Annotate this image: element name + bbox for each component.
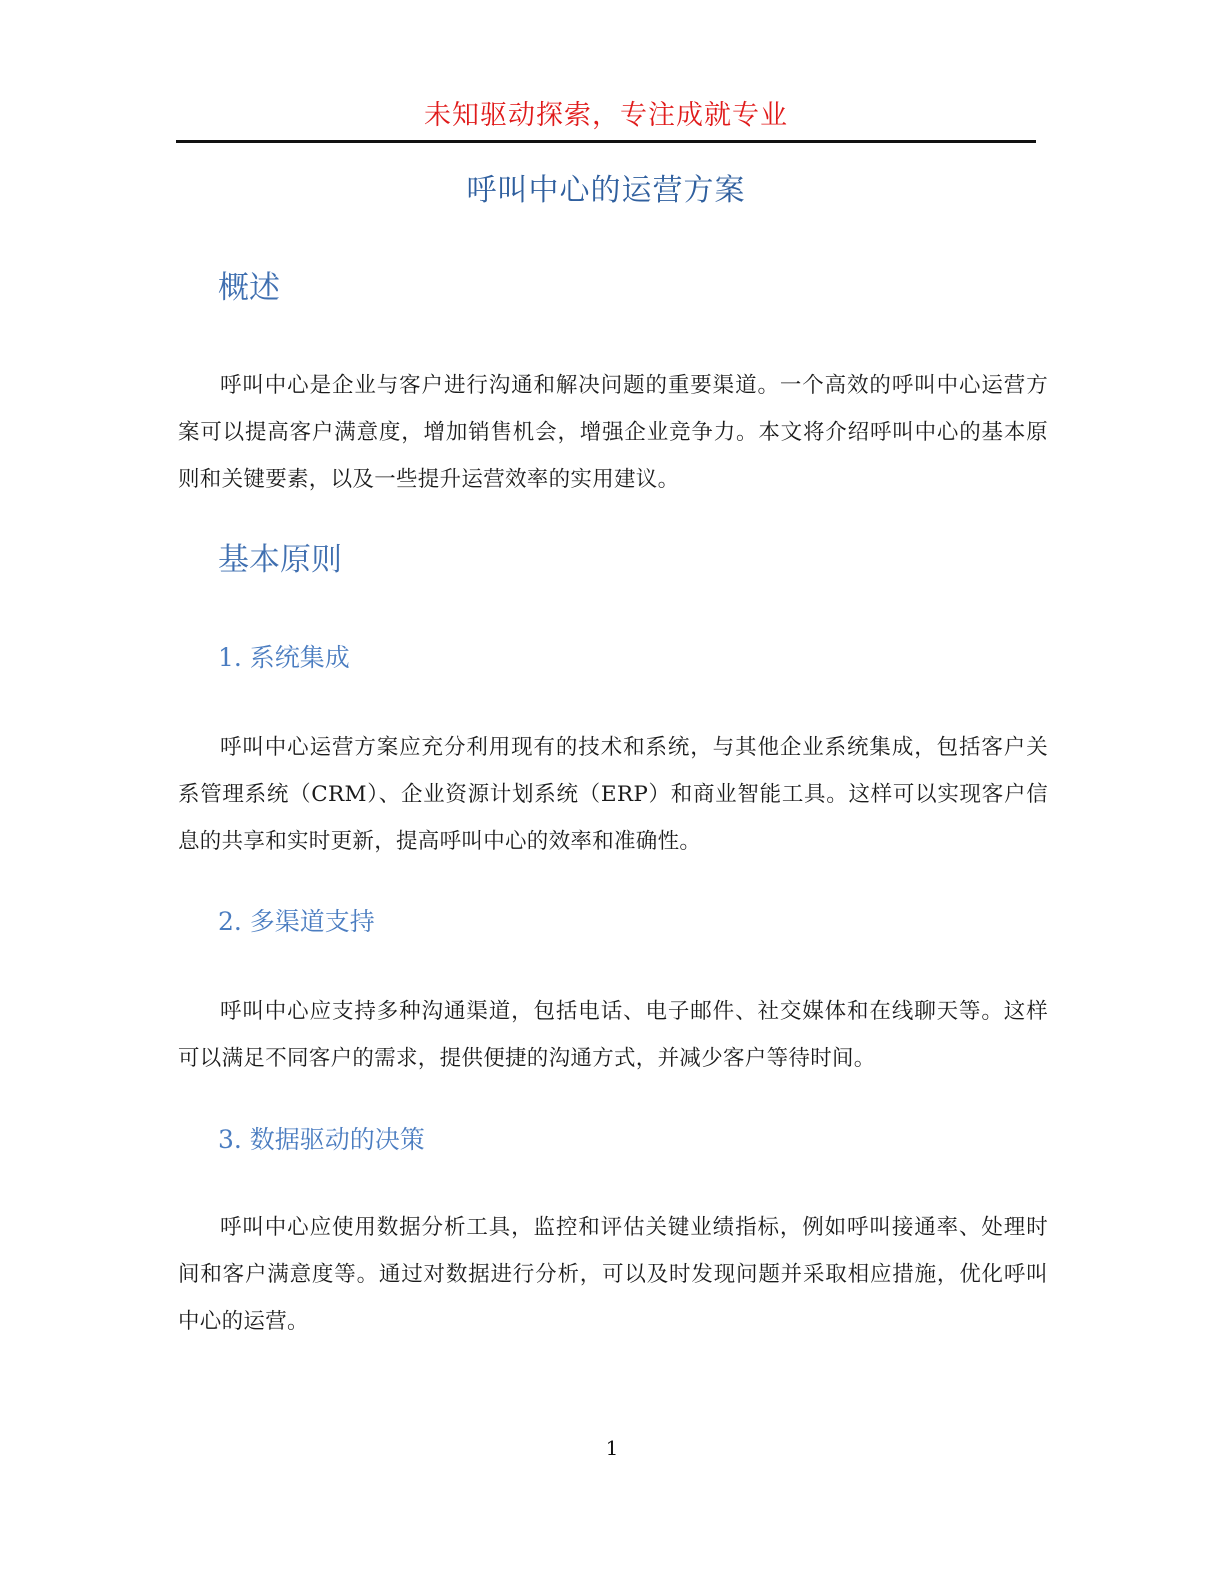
subheading-system-integration: 1. 系统集成 bbox=[218, 643, 350, 672]
overview-paragraph: 呼叫中心是企业与客户进行沟通和解决问题的重要渠道。一个高效的呼叫中心运营方案可以提高客户满意度，增加销售机会，增强企业竞争力。本文将介绍呼叫中心的基本原则和关键要素，以及一些提升运营效率的实用建议。 bbox=[178, 373, 1048, 492]
system-integration-paragraph: 呼叫中心运营方案应充分利用现有的技术和系统，与其他企业系统集成，包括客户关系管理系统（CRM）、企业资源计划系统（ERP）和商业智能工具。这样可以实现客户信息的共享和实时更新，提高呼叫中心的效率和准确性。 bbox=[178, 735, 1048, 854]
subheading-multichannel: 2. 多渠道支持 bbox=[218, 907, 375, 936]
subheading-data-driven: 3. 数据驱动的决策 bbox=[218, 1125, 425, 1154]
header-divider bbox=[176, 140, 1036, 143]
section-heading-overview: 概述 bbox=[218, 270, 280, 306]
section-heading-principles: 基本原则 bbox=[218, 542, 342, 578]
multichannel-paragraph: 呼叫中心应支持多种沟通渠道，包括电话、电子邮件、社交媒体和在线聊天等。这样可以满足不同客户的需求，提供便捷的沟通方式，并减少客户等待时间。 bbox=[178, 999, 1048, 1071]
document-title: 呼叫中心的运营方案 bbox=[466, 173, 746, 208]
header-slogan: 未知驱动探索，专注成就专业 bbox=[424, 100, 788, 131]
data-driven-paragraph: 呼叫中心应使用数据分析工具，监控和评估关键业绩指标，例如呼叫接通率、处理时间和客户满意度等。通过对数据进行分析，可以及时发现问题并采取相应措施，优化呼叫中心的运营。 bbox=[178, 1215, 1048, 1334]
page-number: 1 bbox=[605, 1436, 619, 1460]
